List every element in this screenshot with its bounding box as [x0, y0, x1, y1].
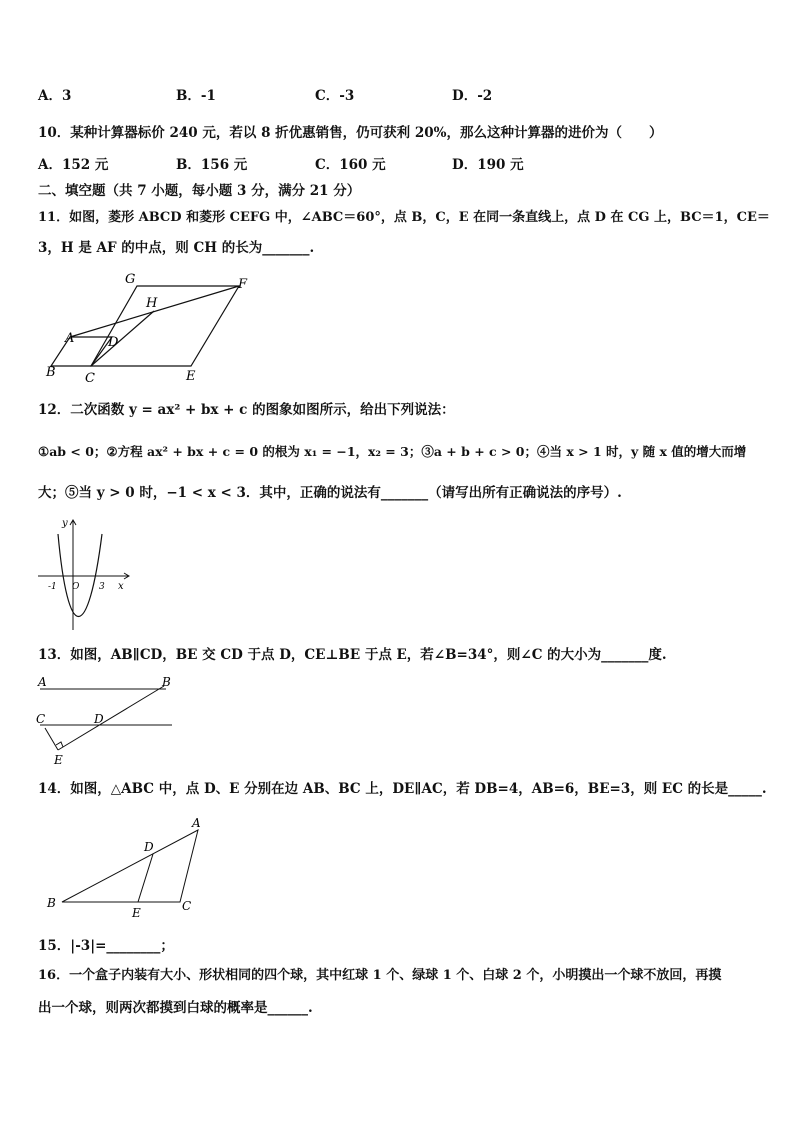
q12-label-x: x: [118, 581, 124, 592]
q12-parabola-graph: [36, 514, 136, 632]
q16-line2: 出一个球，则两次都摸到白球的概率是______.: [38, 1000, 313, 1016]
q11-label-c: C: [85, 371, 95, 386]
q12-line2: ①ab < 0；②方程 ax² + bx + c = 0 的根为 x₁ = −1，x₂ = 3；③a + b + c > 0；④当 x > 1 时，y 随 x 值的增大而增: [38, 444, 747, 459]
q12-label-o: O: [72, 582, 80, 592]
q14-stem: 14．如图，△ABC 中，点 D、E 分别在边 AB、BC 上，DE∥AC，若 DB=4，AB=6，BE=3，则 EC 的长是_____.: [38, 781, 767, 797]
q13-label-c: C: [36, 712, 46, 726]
q14-label-a: A: [192, 816, 201, 830]
q12-label-3: 3: [99, 582, 105, 592]
q11-rhombus-figure: [40, 268, 270, 386]
q10-option-b: B．156 元: [176, 157, 248, 173]
q11-label-h: H: [146, 296, 158, 311]
q11-label-d: D: [108, 335, 119, 350]
q14-label-d: D: [144, 840, 154, 854]
q11-label-e: E: [186, 369, 196, 384]
q14-label-e: E: [132, 906, 141, 920]
q13-parallel-figure: [34, 672, 184, 768]
q12-line1: 12．二次函数 y = ax² + bx + c 的图象如图所示，给出下列说法：: [38, 402, 455, 418]
q13-label-a: A: [38, 675, 47, 689]
q9-option-d: D．-2: [452, 88, 493, 104]
q11-line1: 11．如图，菱形 ABCD 和菱形 CEFG 中，∠ABC＝60°，点 B，C，E 在同一条直线上，点 D 在 CG 上，BC＝1，CE＝: [38, 210, 770, 225]
q10-option-a: A．152 元: [38, 157, 109, 173]
q15-stem: 15．|-3|=________；: [38, 938, 174, 954]
q12-line3: 大；⑤当 y > 0 时，−1 < x < 3．其中，正确的说法有_______（请写出所有正确说法的序号）.: [38, 485, 622, 501]
q14-label-b: B: [47, 896, 56, 910]
q13-label-b: B: [162, 675, 171, 689]
q11-label-b: B: [46, 365, 56, 380]
q9-option-c: C．-3: [315, 88, 355, 104]
q10-option-c: C．160 元: [315, 157, 386, 173]
q13-label-d: D: [94, 712, 104, 726]
q13-stem: 13．如图，AB∥CD，BE 交 CD 于点 D，CE⊥BE 于点 E，若∠B=34°，则∠C 的大小为_______度.: [38, 647, 667, 663]
q11-line2: 3，H 是 AF 的中点，则 CH 的长为_______.: [38, 240, 315, 256]
q16-line1: 16．一个盒子内装有大小、形状相同的四个球，其中红球 1 个、绿球 1 个、白球 2 个，小明摸出一个球不放回，再摸: [38, 968, 722, 983]
q11-label-g: G: [125, 272, 136, 287]
q9-option-b: B．-1: [176, 88, 216, 104]
q10-stem: 10．某种计算器标价 240 元，若以 8 折优惠销售，仍可获利 20%，那么这种计算器的进价为（ ）: [38, 125, 663, 141]
q14-label-c: C: [182, 899, 192, 913]
q9-option-a: A．3: [38, 88, 72, 104]
q14-triangle-figure: [42, 812, 212, 920]
q13-label-e: E: [54, 753, 63, 767]
q11-label-a: A: [65, 331, 75, 346]
q11-label-f: F: [238, 277, 248, 292]
q12-label-y: y: [62, 518, 68, 529]
q10-option-d: D．190 元: [452, 157, 524, 173]
section-heading: 二、填空题（共 7 小题，每小题 3 分，满分 21 分）: [38, 183, 361, 199]
q12-label-neg1: -1: [48, 582, 57, 592]
